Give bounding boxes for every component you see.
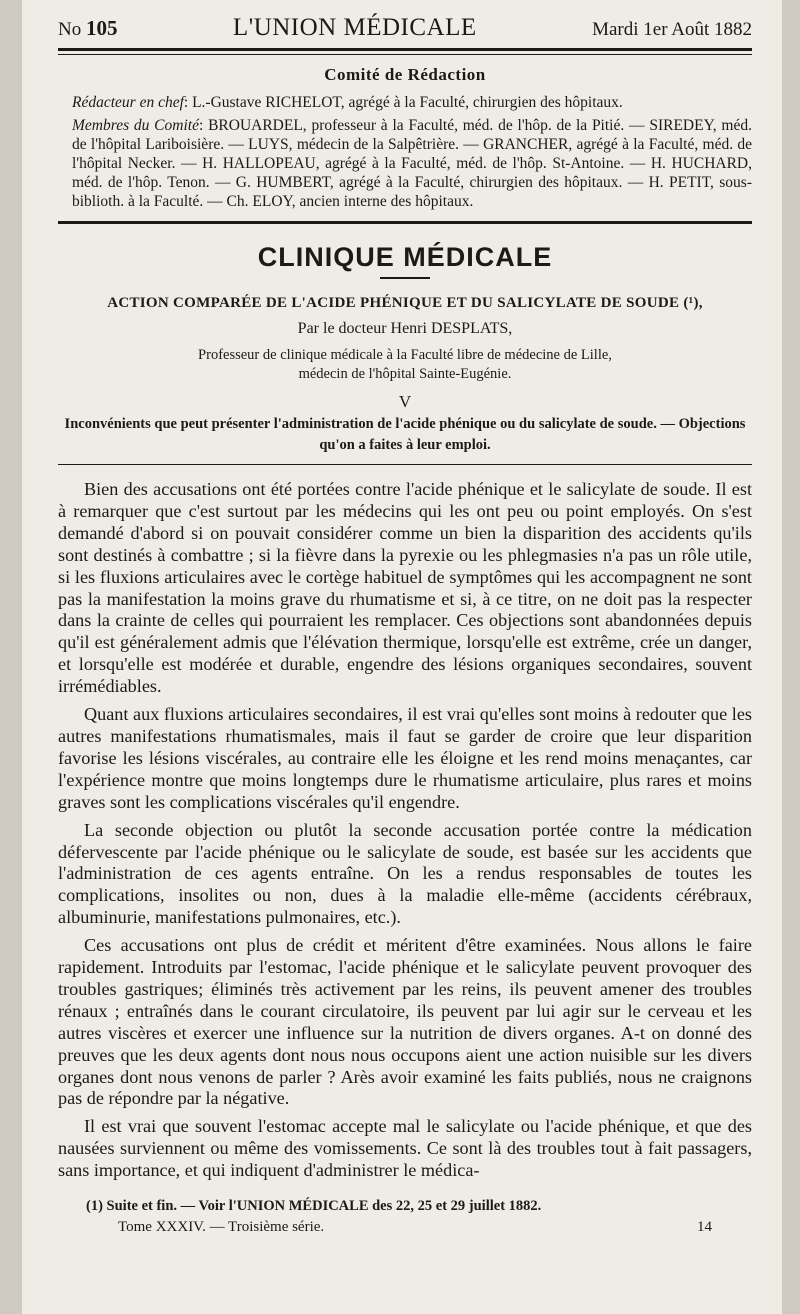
editor-label: Rédacteur en chef	[72, 94, 184, 111]
committee-text	[58, 93, 752, 211]
newspaper-page	[22, 0, 782, 1314]
journal-title: L'UNION MÉDICALE	[232, 14, 477, 41]
signature-mark: 14	[697, 1219, 712, 1236]
section-rule	[380, 277, 430, 279]
paragraph: Bien des accusations ont été portées contre l'acide phénique et le salicylate de soude. Il est à remarquer que c'est surtout par les médecins qui les ont peu ou point employés. On s'est demandé d'abord si on pouvait considérer comme un bien la disparition des accidents qu'ils sont destinés à combattre ; si la fièvre dans la pyrexie ou les phlegmasies n'a pas un rôle utile, si les fluxions articulaires avec le cortège habituel de symptômes qui les accompagnent ne sont pas la manifestation la moins grave du rhumatisme et si, à ce titre, on ne doit pas la respecter dans la crainte de celles qui pourraient les remplacer. Ces objections sont abandonnées depuis qu'il est généralement admis que l'élévation thermique, lorsqu'elle est extrême, crée un danger, et lorsqu'elle est modérée et durable, engendre des lésions organiques secondaires, souvent irrémédiables.	[58, 479, 752, 697]
header-rule	[58, 48, 752, 51]
page-footer	[58, 1219, 752, 1236]
paragraph: Ces accusations ont plus de crédit et méritent d'être examinées. Nous allons le faire rapidement. Introduits par l'estomac, l'acide phénique et le salicylate peuvent provoquer des troubles gastriques; éliminés très activement par les reins, ils peuvent amener des troubles rénaux ; entraînés dans le courant circulatoire, ils peuvent par lui agir sur le cerveau et les autres viscères et exercer une influence sur la nutrition de divers organes. A-t on donné des preuves que les deux agents dont nous nous occupons aient une action nuisible sur les divers organes dont nous venons de parler ? Arès avoir examiné les faits publiés, nous ne craignons pas de répondre par la négative.	[58, 935, 752, 1109]
issue-prefix: No	[58, 19, 82, 40]
article-body	[58, 479, 752, 1182]
article-affiliation	[58, 346, 752, 384]
affiliation-line-1: Professeur de clinique médicale à la Faculté libre de médecine de Lille,	[198, 347, 612, 363]
members-label: Membres du Comité	[72, 117, 199, 134]
committee-rule	[58, 221, 752, 224]
members-text: : BROUARDEL, professeur à la Faculté, méd. de l'hôp. de la Pitié. — SIREDEY, méd. de l'hôpital Lariboisière. — LUYS, médecin de la Salpêtrière. — GRANCHER, agrégé à la Faculté, méd. de l'hôpital Necker. — H. HALLOPEAU, agrégé à la Faculté, méd. de l'hôp. St-Antoine. — H. HUCHARD, méd. de l'hôp. Tenon. — G. HUMBERT, agrégé à la Faculté, chirurgien des hôpitaux. — H. PETIT, sous-biblioth. à la Faculté. — Ch. ELOY, ancien interne des hôpitaux.	[72, 117, 752, 210]
subtitle-rule	[58, 464, 752, 465]
issue-date: Mardi 1er Août 1882	[592, 19, 752, 40]
editor-line	[72, 93, 752, 112]
part-number: V	[398, 392, 412, 411]
article-title: ACTION COMPARÉE DE L'ACIDE PHÉNIQUE ET DU SALICYLATE DE SOUDE (¹),	[107, 295, 703, 311]
footnote: (1) Suite et fin. — Voir l'UNION MÉDICALE des 22, 25 et 29 juillet 1882.	[86, 1198, 542, 1215]
members-line	[72, 116, 752, 211]
paragraph: Quant aux fluxions articulaires secondaires, il est vrai qu'elles sont moins à redouter que les autres manifestations rhumatismales, mais il faut se garder de croire que leur disparition favorise les lésions viscérales, au contraire elle les éloigne et les rend moins menaçantes, car l'expérience montre que moins longtemps dure le rhumatisme articulaire, plus rares et moins graves sont les complications viscérales qu'il engendre.	[58, 704, 752, 812]
paragraph: La seconde objection ou plutôt la seconde accusation portée contre la médication défervescente par l'acide phénique ou le salicylate de soude, est basée sur les accidents que l'administration de ces agents entraîne. On les a rendus responsables de toutes les complications, insolites ou non, dues à la maladie elle-même (accidents cérébraux, albuminurie, manifestations pulmonaires, etc.).	[58, 819, 752, 928]
editor-text: : L.-Gustave RICHELOT, agrégé à la Faculté, chirurgien des hôpitaux.	[183, 94, 623, 111]
article-byline: Par le docteur Henri DESPLATS,	[297, 320, 513, 337]
affiliation-line-2: médecin de l'hôpital Sainte-Eugénie.	[298, 366, 512, 382]
issue-number-value: 105	[85, 16, 118, 40]
page-header	[58, 10, 752, 46]
issue-number	[58, 10, 117, 48]
committee-title: Comité de Rédaction	[324, 65, 486, 84]
tome-line: Tome XXXIV. — Troisième série.	[118, 1219, 325, 1236]
header-rule-thin	[58, 54, 752, 55]
article-subtitle: Inconvénients que peut présenter l'administration de l'acide phénique ou du salicylate de soude. — Objections qu'on a faites à leur emploi.	[64, 416, 746, 453]
paragraph: Il est vrai que souvent l'estomac accepte mal le salicylate ou l'acide phénique, et que des nausées surviennent ou même des vomissements. Ce sont là des troubles tout à fait passagers, sans importance, et qui indiquent d'administrer le médica-	[58, 1116, 752, 1181]
section-heading: CLINIQUE MÉDICALE	[257, 242, 553, 272]
